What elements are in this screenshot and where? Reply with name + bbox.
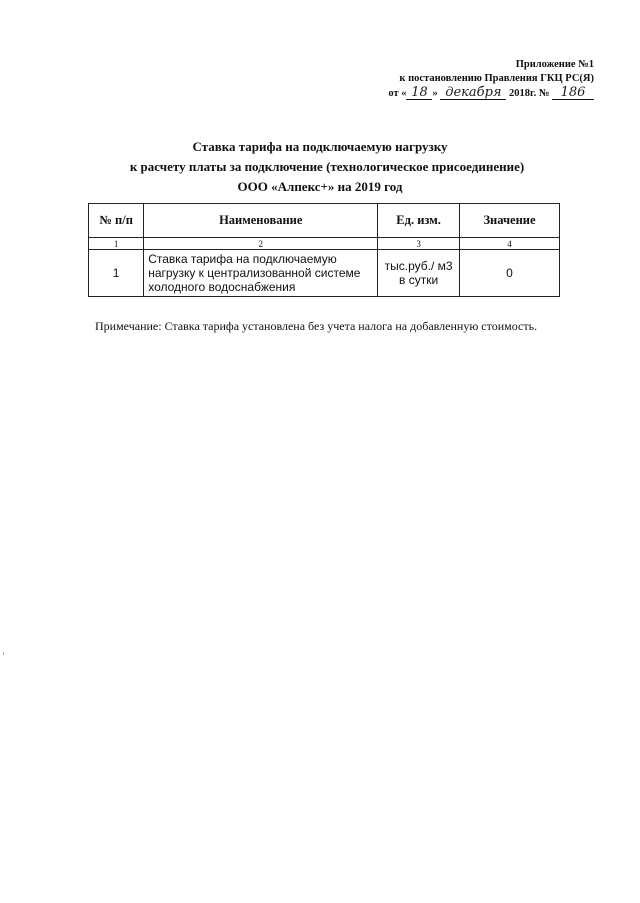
date-prefix: от « <box>388 88 407 99</box>
row-unit: тыс.руб./ м3 в сутки <box>378 250 460 297</box>
scan-speck <box>3 652 4 655</box>
title-line-2: к расчету платы за подключение (технологическое присоединение) <box>129 159 525 174</box>
index-cell: 2 <box>144 238 378 250</box>
header-num: № п/п <box>89 204 144 238</box>
header-value: Значение <box>459 204 559 238</box>
note-text: Примечание: Ставка тарифа установлена без учета налога на добавленную стоимость. <box>95 319 538 333</box>
row-value: 0 <box>459 250 559 297</box>
index-cell: 1 <box>89 238 144 250</box>
table-header-row <box>89 204 560 238</box>
document-title <box>0 137 640 197</box>
tariff-table <box>88 203 560 297</box>
appendix-date-line <box>388 86 594 101</box>
header-name: Наименование <box>144 204 378 238</box>
appendix-resolution: к постановлению Правления ГКЦ РС(Я) <box>399 73 594 84</box>
appendix-block <box>388 58 594 101</box>
index-cell: 3 <box>378 238 460 250</box>
date-quote-close: » <box>432 88 438 99</box>
handwritten-day: 18 <box>406 86 432 100</box>
title-line-3: ООО «Алпекс+» на 2019 год <box>237 179 403 194</box>
appendix-title: Приложение №1 <box>515 59 594 70</box>
row-name: Ставка тарифа на подключаемую нагрузку к централизованной системе холодного водоснабжения <box>144 250 378 297</box>
header-unit: Ед. изм. <box>378 204 460 238</box>
title-line-1: Ставка тарифа на подключаемую нагрузку <box>192 139 448 154</box>
table-row <box>89 250 560 297</box>
year-text: 2018г. № <box>508 88 550 99</box>
table-index-row <box>89 238 560 250</box>
handwritten-number: 186 <box>552 86 594 100</box>
row-num: 1 <box>89 250 144 297</box>
index-cell: 4 <box>459 238 559 250</box>
handwritten-month: декабря <box>440 86 506 100</box>
